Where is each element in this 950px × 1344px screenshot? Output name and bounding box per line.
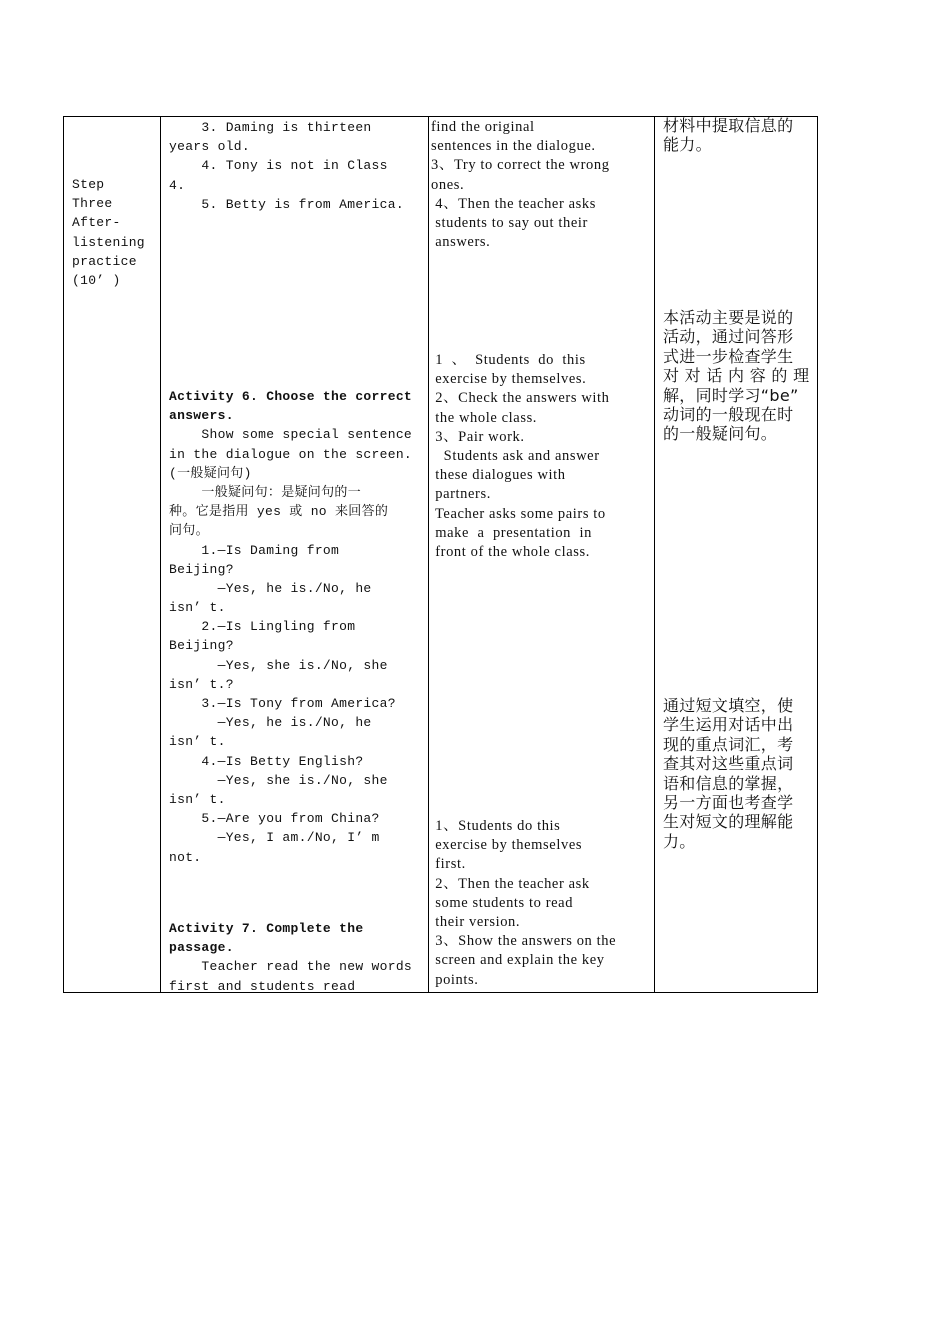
text-line: Show some special sentence <box>169 427 413 443</box>
text-line: Teacher read the new words <box>169 959 413 975</box>
text-line: 5.—Are you from China? <box>169 811 380 827</box>
student-activity-block-2 <box>431 351 647 562</box>
text-line: 材料中提取信息的 <box>663 116 794 135</box>
text-line: 解，同时学习“be” <box>663 385 799 405</box>
text-line: 一般疑问句：是疑问句的一 <box>169 484 362 500</box>
purpose-block-3 <box>663 696 793 851</box>
text-line: 力。 <box>663 831 696 851</box>
text-line: 的一般疑问句。 <box>663 424 778 444</box>
text-line: screen and explain the key <box>431 952 605 969</box>
text-line: partners. <box>431 486 491 503</box>
text-line: not. <box>169 849 202 865</box>
text-line: exercise by themselves <box>431 837 583 854</box>
text-line: Students ask and answer <box>431 447 600 464</box>
text-line: Step <box>72 177 105 192</box>
text-line: first and students read <box>169 978 356 994</box>
text-line: practice <box>72 253 137 269</box>
activity-list-block <box>169 118 404 214</box>
step-label <box>72 175 145 290</box>
text-line: 3、Show the answers on the <box>431 933 617 950</box>
text-line: exercise by themselves. <box>431 371 587 388</box>
text-line: 2.—Is Lingling from <box>169 619 356 635</box>
text-line: —Yes, he is./No, he <box>169 715 372 731</box>
text-line: 对 对 话 内 容 的 理 <box>663 366 810 386</box>
text-line: —Yes, she is./No, she <box>169 657 388 673</box>
text-line: Beijing? <box>169 638 234 654</box>
text-line: 5. Betty is from America. <box>169 196 404 212</box>
text-line: (一般疑问句) <box>169 465 252 481</box>
student-activity-block-3 <box>431 817 616 990</box>
text-line: 问句。 <box>169 523 209 539</box>
purpose-block-2 <box>663 308 809 444</box>
text-line: 查其对这些重点词 <box>663 754 794 774</box>
column-divider <box>428 116 429 993</box>
text-line: 2、Check the answers with <box>431 390 610 407</box>
text-line: find the original <box>431 119 535 135</box>
text-line: —Yes, she is./No, she <box>169 772 388 788</box>
text-line: 3.—Is Tony from America? <box>169 696 396 712</box>
text-line: listening <box>72 234 145 250</box>
text-line: (10’ ) <box>72 272 121 288</box>
text-line: passage. <box>169 940 234 956</box>
activity7-title <box>169 919 363 957</box>
column-divider <box>654 116 655 993</box>
text-line: 4. <box>169 177 186 193</box>
text-line: 动词的一般现在时 <box>663 404 794 424</box>
text-line: first. <box>431 856 466 873</box>
text-line: sentences in the dialogue. <box>431 138 596 155</box>
text-line: these dialogues with <box>431 467 566 484</box>
text-line: 现的重点词汇，考 <box>663 734 794 754</box>
text-line: ones. <box>431 176 465 193</box>
text-line: answers. <box>431 234 491 251</box>
text-line: 1、Students do this <box>431 818 561 834</box>
text-line: some students to read <box>431 894 574 911</box>
text-line: the whole class. <box>431 409 538 426</box>
text-line: —Yes, I am./No, I’ m <box>169 830 380 846</box>
text-line: 活动，通过问答形 <box>663 327 794 347</box>
text-line: 4、Then the teacher asks <box>431 195 596 212</box>
text-line: 2、Then the teacher ask <box>431 875 590 892</box>
text-line: —Yes, he is./No, he <box>169 580 372 596</box>
text-line: Beijing? <box>169 561 234 577</box>
text-line: points. <box>431 971 479 988</box>
text-line: 3、Pair work. <box>431 428 525 445</box>
text-line: years old. <box>169 139 251 155</box>
activity6-title <box>169 387 412 425</box>
text-line: 种。它是指用 yes 或 no 来回答的 <box>169 504 389 520</box>
text-line: 4.—Is Betty English? <box>169 753 364 769</box>
text-line: isn’ t.? <box>169 676 234 692</box>
text-line: 通过短文填空，使 <box>663 696 794 715</box>
purpose-block-1 <box>663 116 793 155</box>
text-line: 3. Daming is thirteen <box>169 120 372 135</box>
text-line: make a presentation in <box>431 524 592 541</box>
text-line: Teacher asks some pairs to <box>431 505 606 522</box>
text-line: 1 、 Students do this <box>431 352 586 368</box>
text-line: 生对短文的理解能 <box>663 812 794 832</box>
text-line: in the dialogue on the screen. <box>169 446 413 462</box>
activity6-body <box>169 425 412 866</box>
text-line: 3、Try to correct the wrong <box>431 157 610 174</box>
text-line: 能力。 <box>663 135 712 155</box>
text-line: answers. <box>169 408 234 424</box>
text-line: Activity 7. Complete the <box>169 921 364 936</box>
text-line: 另一方面也考查学 <box>663 792 794 812</box>
activity7-body <box>169 957 412 995</box>
column-divider <box>160 116 161 993</box>
text-line: 语和信息的掌握， <box>663 773 794 793</box>
text-line: 4. Tony is not in Class <box>169 158 388 174</box>
text-line: 式进一步检查学生 <box>663 346 794 366</box>
text-line: Three <box>72 196 113 212</box>
text-line: Activity 6. Choose the correct <box>169 389 413 404</box>
text-line: 学生运用对话中出 <box>663 715 794 735</box>
text-line: isn’ t. <box>169 600 226 616</box>
text-line: isn’ t. <box>169 734 226 750</box>
text-line: isn’ t. <box>169 791 226 807</box>
text-line: 本活动主要是说的 <box>663 308 794 327</box>
text-line: students to say out their <box>431 214 588 231</box>
text-line: front of the whole class. <box>431 543 590 560</box>
text-line: their version. <box>431 913 521 930</box>
text-line: 1.—Is Daming from <box>169 542 340 558</box>
student-activity-block-1 <box>431 118 610 252</box>
text-line: After- <box>72 215 121 231</box>
